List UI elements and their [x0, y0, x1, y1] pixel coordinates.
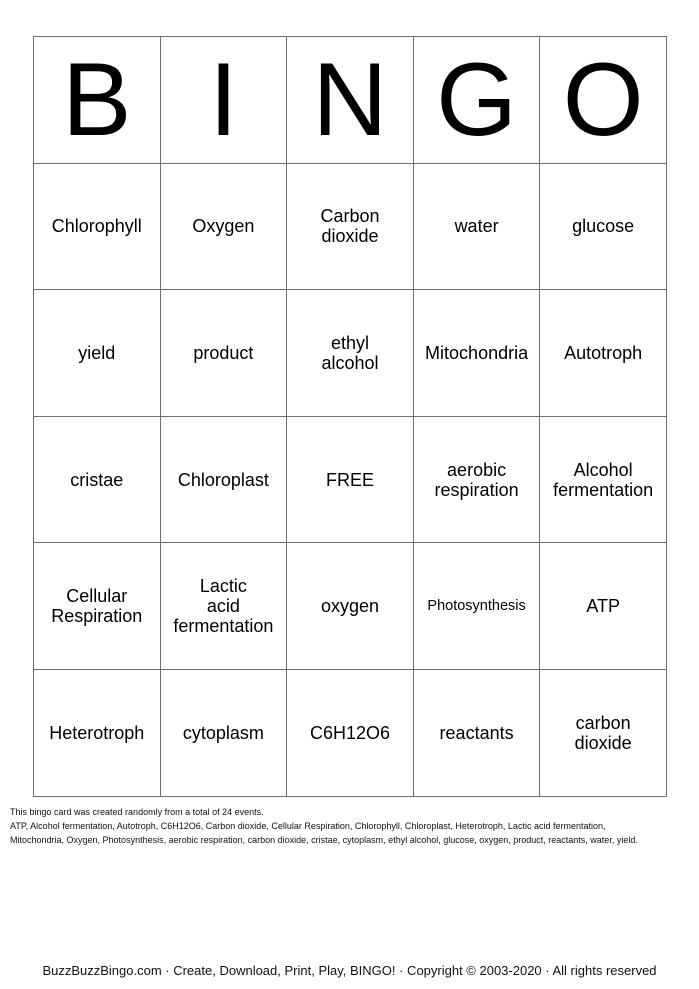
cell-text: cristae: [70, 469, 124, 490]
card-cell[interactable]: [287, 163, 414, 290]
cell-text: ATP: [586, 596, 620, 617]
card-cell[interactable]: [287, 290, 414, 417]
cell-text: product: [193, 342, 254, 363]
header-row: [34, 37, 667, 164]
card-cell[interactable]: [287, 669, 414, 796]
card-cell[interactable]: [160, 669, 287, 796]
cell-text: Oxygen: [192, 216, 255, 237]
card-cell[interactable]: [540, 163, 667, 290]
card-cell[interactable]: [34, 290, 161, 417]
cell-text: yield: [78, 342, 116, 363]
card-cell[interactable]: [413, 543, 540, 670]
cell-text: water: [454, 216, 499, 237]
header-letter-n: N: [287, 37, 414, 164]
header-letter-o: O: [540, 37, 667, 164]
card-cell[interactable]: [34, 416, 161, 543]
card-info: [10, 805, 690, 847]
card-cell[interactable]: [413, 290, 540, 417]
cell-text: carbon dioxide: [574, 712, 632, 753]
card-cell[interactable]: [160, 543, 287, 670]
cell-text: Mitochondria: [425, 342, 529, 363]
card-cell[interactable]: [34, 543, 161, 670]
cell-text: Cellular Respiration: [51, 586, 143, 627]
card-row: [34, 543, 667, 670]
cell-text: aerobic respiration: [434, 459, 519, 500]
card-cell[interactable]: [540, 416, 667, 543]
cell-text: Heterotroph: [49, 722, 145, 743]
copyright-footer: BuzzBuzzBingo.com · Create, Download, Print, Play, BINGO! · Copyright © 2003-2020 · All rights reserved: [42, 963, 657, 978]
cell-text: Chloroplast: [177, 469, 269, 490]
card-row: [34, 290, 667, 417]
bingo-card: [33, 36, 667, 797]
card-cell[interactable]: [413, 416, 540, 543]
info-events-list-1: ATP, Alcohol fermentation, Autotroph, C6H12O6, Carbon dioxide, Cellular Respiration, Chlorophyll, Chloroplast, Heterotroph, Lactic acid fermentation,: [10, 821, 606, 831]
card-cell[interactable]: [34, 163, 161, 290]
free-space-cell[interactable]: [287, 416, 414, 543]
cell-text: ethyl alcohol: [321, 332, 379, 373]
card-cell[interactable]: [160, 290, 287, 417]
cell-text: FREE: [325, 469, 374, 490]
card-cell[interactable]: [540, 669, 667, 796]
cell-text: Photosynthesis: [427, 598, 526, 615]
header-letter-g: G: [413, 37, 540, 164]
cell-text: C6H12O6: [309, 722, 390, 743]
cell-text: oxygen: [320, 596, 379, 617]
card-cell[interactable]: [34, 669, 161, 796]
card-row: [34, 163, 667, 290]
cell-text: reactants: [439, 722, 514, 743]
info-events-list-2: Mitochondria, Oxygen, Photosynthesis, aerobic respiration, carbon dioxide, cristae, cytoplasm, ethyl alcohol, glucose, oxygen, product, reactants, water, yield.: [10, 835, 638, 845]
header-letter-i: I: [160, 37, 287, 164]
card-cell[interactable]: [287, 543, 414, 670]
info-summary: This bingo card was created randomly from a total of 24 events.: [10, 807, 264, 817]
card-row: [34, 416, 667, 543]
card-cell[interactable]: [540, 543, 667, 670]
header-letter-b: B: [34, 37, 161, 164]
card-cell[interactable]: [540, 290, 667, 417]
cell-text: Lactic acid fermentation: [173, 576, 274, 637]
card-row: [34, 669, 667, 796]
card-cell[interactable]: [413, 669, 540, 796]
card-cell[interactable]: [160, 163, 287, 290]
cell-text: glucose: [572, 216, 635, 237]
cell-text: Carbon dioxide: [320, 206, 380, 247]
cell-text: Alcohol fermentation: [553, 459, 654, 500]
card-cell[interactable]: [160, 416, 287, 543]
cell-text: cytoplasm: [182, 722, 264, 743]
card-cell[interactable]: [413, 163, 540, 290]
cell-text: Autotroph: [564, 342, 643, 363]
cell-text: Chlorophyll: [51, 216, 142, 237]
